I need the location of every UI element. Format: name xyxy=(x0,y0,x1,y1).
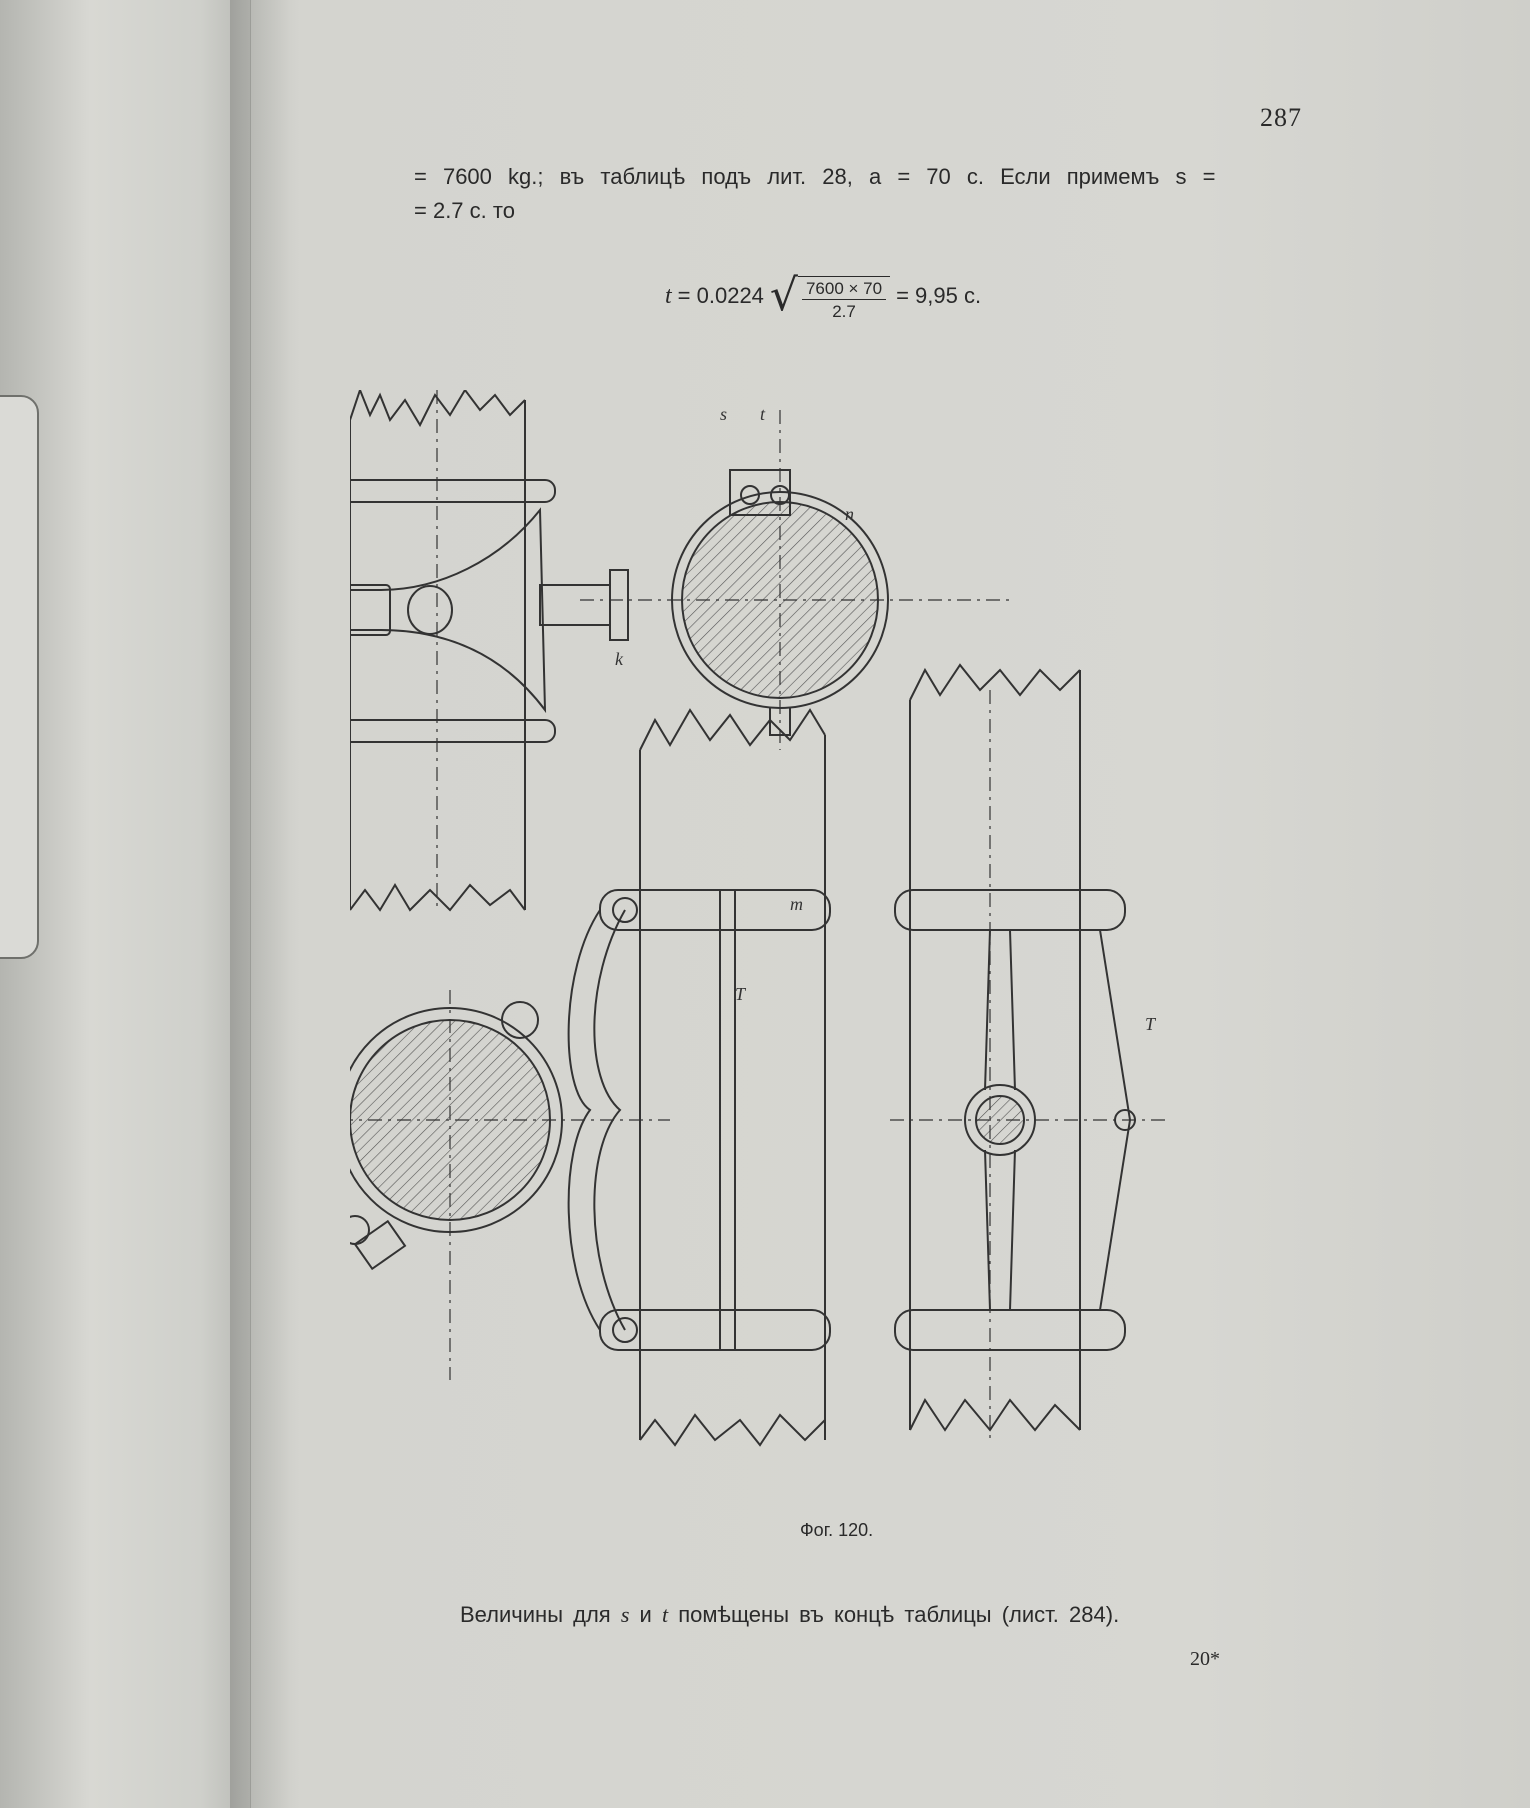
formula-result: = 9,95 c. xyxy=(896,283,982,308)
square-root xyxy=(770,270,890,322)
label-s: s xyxy=(720,404,728,424)
formula-lhs: t xyxy=(665,282,672,309)
footer-s: s xyxy=(620,1602,630,1627)
right-pipe-section xyxy=(890,665,1170,1440)
upper-pipe-section xyxy=(350,390,555,910)
label-T-right: T xyxy=(1145,1014,1156,1034)
upper-pipe-ring xyxy=(580,410,1010,750)
signature-mark: 20* xyxy=(1190,1648,1220,1670)
formula xyxy=(665,270,981,322)
fraction xyxy=(798,276,890,322)
label-m: m xyxy=(790,894,803,914)
label-T-middle: T xyxy=(735,984,746,1004)
radical-sign: √ xyxy=(769,270,798,321)
footer-text xyxy=(460,1602,1119,1628)
fraction-numerator: 7600 × 70 xyxy=(802,279,886,300)
lower-left-pipe-ring xyxy=(350,990,670,1380)
facing-page-edge xyxy=(0,395,39,959)
middle-lower-pipe xyxy=(569,710,830,1445)
footer-and: и xyxy=(639,1602,652,1627)
footer-before-s: Величины для xyxy=(460,1602,611,1627)
page-number: 287 xyxy=(1260,103,1302,132)
upper-clamp-arm xyxy=(350,510,628,710)
label-k: k xyxy=(615,649,623,669)
footer-t: t xyxy=(661,1602,669,1627)
facing-page xyxy=(0,0,251,1808)
fraction-denominator: 2.7 xyxy=(832,302,856,321)
label-n: n xyxy=(845,504,854,524)
label-t: t xyxy=(760,404,766,424)
body-text-line-1: = 7600 kg.; въ таблицѣ подъ лит. 28, a = 70 c. Если примемъ s = xyxy=(414,164,1216,189)
footer-after: помѣщены въ концѣ таблицы (лист. 284). xyxy=(678,1602,1120,1627)
figure-caption: Фог. 120. xyxy=(800,1520,874,1540)
formula-coefficient: = 0.0224 xyxy=(677,283,764,308)
technical-drawing xyxy=(350,390,1330,1480)
gutter-shadow xyxy=(230,0,290,1808)
body-text-line-2: = 2.7 c. то xyxy=(414,198,515,223)
